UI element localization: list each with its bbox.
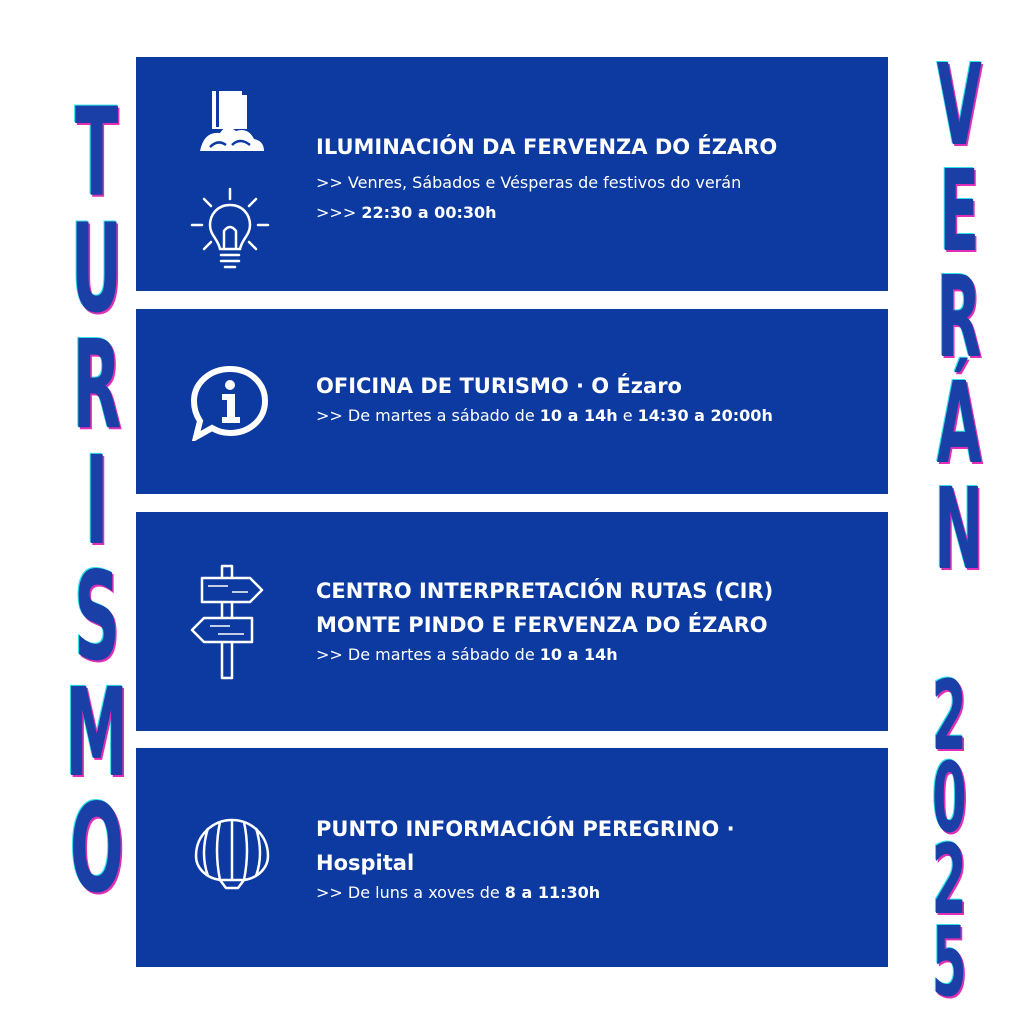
schedule-joiner: e: [617, 406, 638, 425]
title-letter: V: [936, 41, 982, 171]
card-title-line2: MONTE PINDO E FERVENZA DO ÉZARO: [316, 613, 768, 637]
hours-value: 10 a 14h: [539, 645, 618, 664]
card-oficina-turismo: [136, 309, 888, 494]
schedule-days: >> Venres, Sábados e Vésperas de festivos do verán: [316, 173, 742, 192]
schedule: [316, 403, 868, 429]
card-title-line1: PUNTO INFORMACIÓN PEREGRINO ·: [316, 817, 735, 841]
title-letter: S: [73, 546, 120, 688]
title-letter: M: [65, 662, 129, 804]
card-iluminacion: [136, 57, 888, 291]
title-letter: R: [936, 253, 982, 383]
year-vertical-title: [916, 660, 983, 1018]
year-digit: 2: [932, 824, 967, 936]
schedule: [316, 642, 868, 668]
hours-value: 22:30 a 00:30h: [361, 203, 497, 222]
hours-morning: 10 a 14h: [539, 406, 618, 425]
card-centro-rutas: [136, 512, 888, 731]
card-title-line1: CENTRO INTERPRETACIÓN RUTAS (CIR): [316, 579, 774, 603]
info-chat-icon: [190, 365, 270, 441]
title-letter: Á: [936, 359, 982, 489]
year-digit: 2: [932, 660, 967, 772]
title-letter: I: [84, 430, 109, 572]
signpost-icon: [188, 562, 268, 682]
card-title: OFICINA DE TURISMO · O Ézaro: [316, 374, 682, 398]
scallop-shell-icon: [192, 816, 272, 892]
year-digit: 5: [932, 906, 967, 1018]
schedule-hours: [316, 200, 868, 226]
card-title-line2: Hospital: [316, 851, 415, 875]
title-letter: O: [69, 778, 124, 920]
veran-vertical-title: [912, 41, 1006, 595]
card-peregrino: [136, 748, 888, 967]
year-digit: 0: [932, 742, 967, 854]
title-letter: N: [934, 465, 984, 595]
hours-afternoon: 14:30 a 20:00h: [637, 406, 773, 425]
card-text: [316, 130, 868, 226]
schedule-prefix: >> De luns a xoves de: [316, 883, 505, 902]
hours-value: 8 a 11:30h: [504, 883, 601, 902]
hours-prefix: >>>: [316, 203, 362, 222]
title-letter: E: [938, 147, 979, 277]
schedule: [316, 880, 868, 906]
card-text: [316, 574, 868, 668]
title-letter: R: [72, 314, 122, 456]
schedule-prefix: >> De martes a sábado de: [316, 406, 540, 425]
title-letter: U: [70, 198, 123, 340]
card-text: [316, 812, 868, 906]
schedule-prefix: >> De martes a sábado de: [316, 645, 540, 664]
card-title: ILUMINACIÓN DA FERVENZA DO ÉZARO: [316, 135, 778, 159]
waterfall-book-icon: [194, 87, 268, 155]
title-letter: T: [75, 82, 119, 224]
card-text: [316, 369, 868, 429]
lightbulb-icon: [190, 187, 270, 273]
